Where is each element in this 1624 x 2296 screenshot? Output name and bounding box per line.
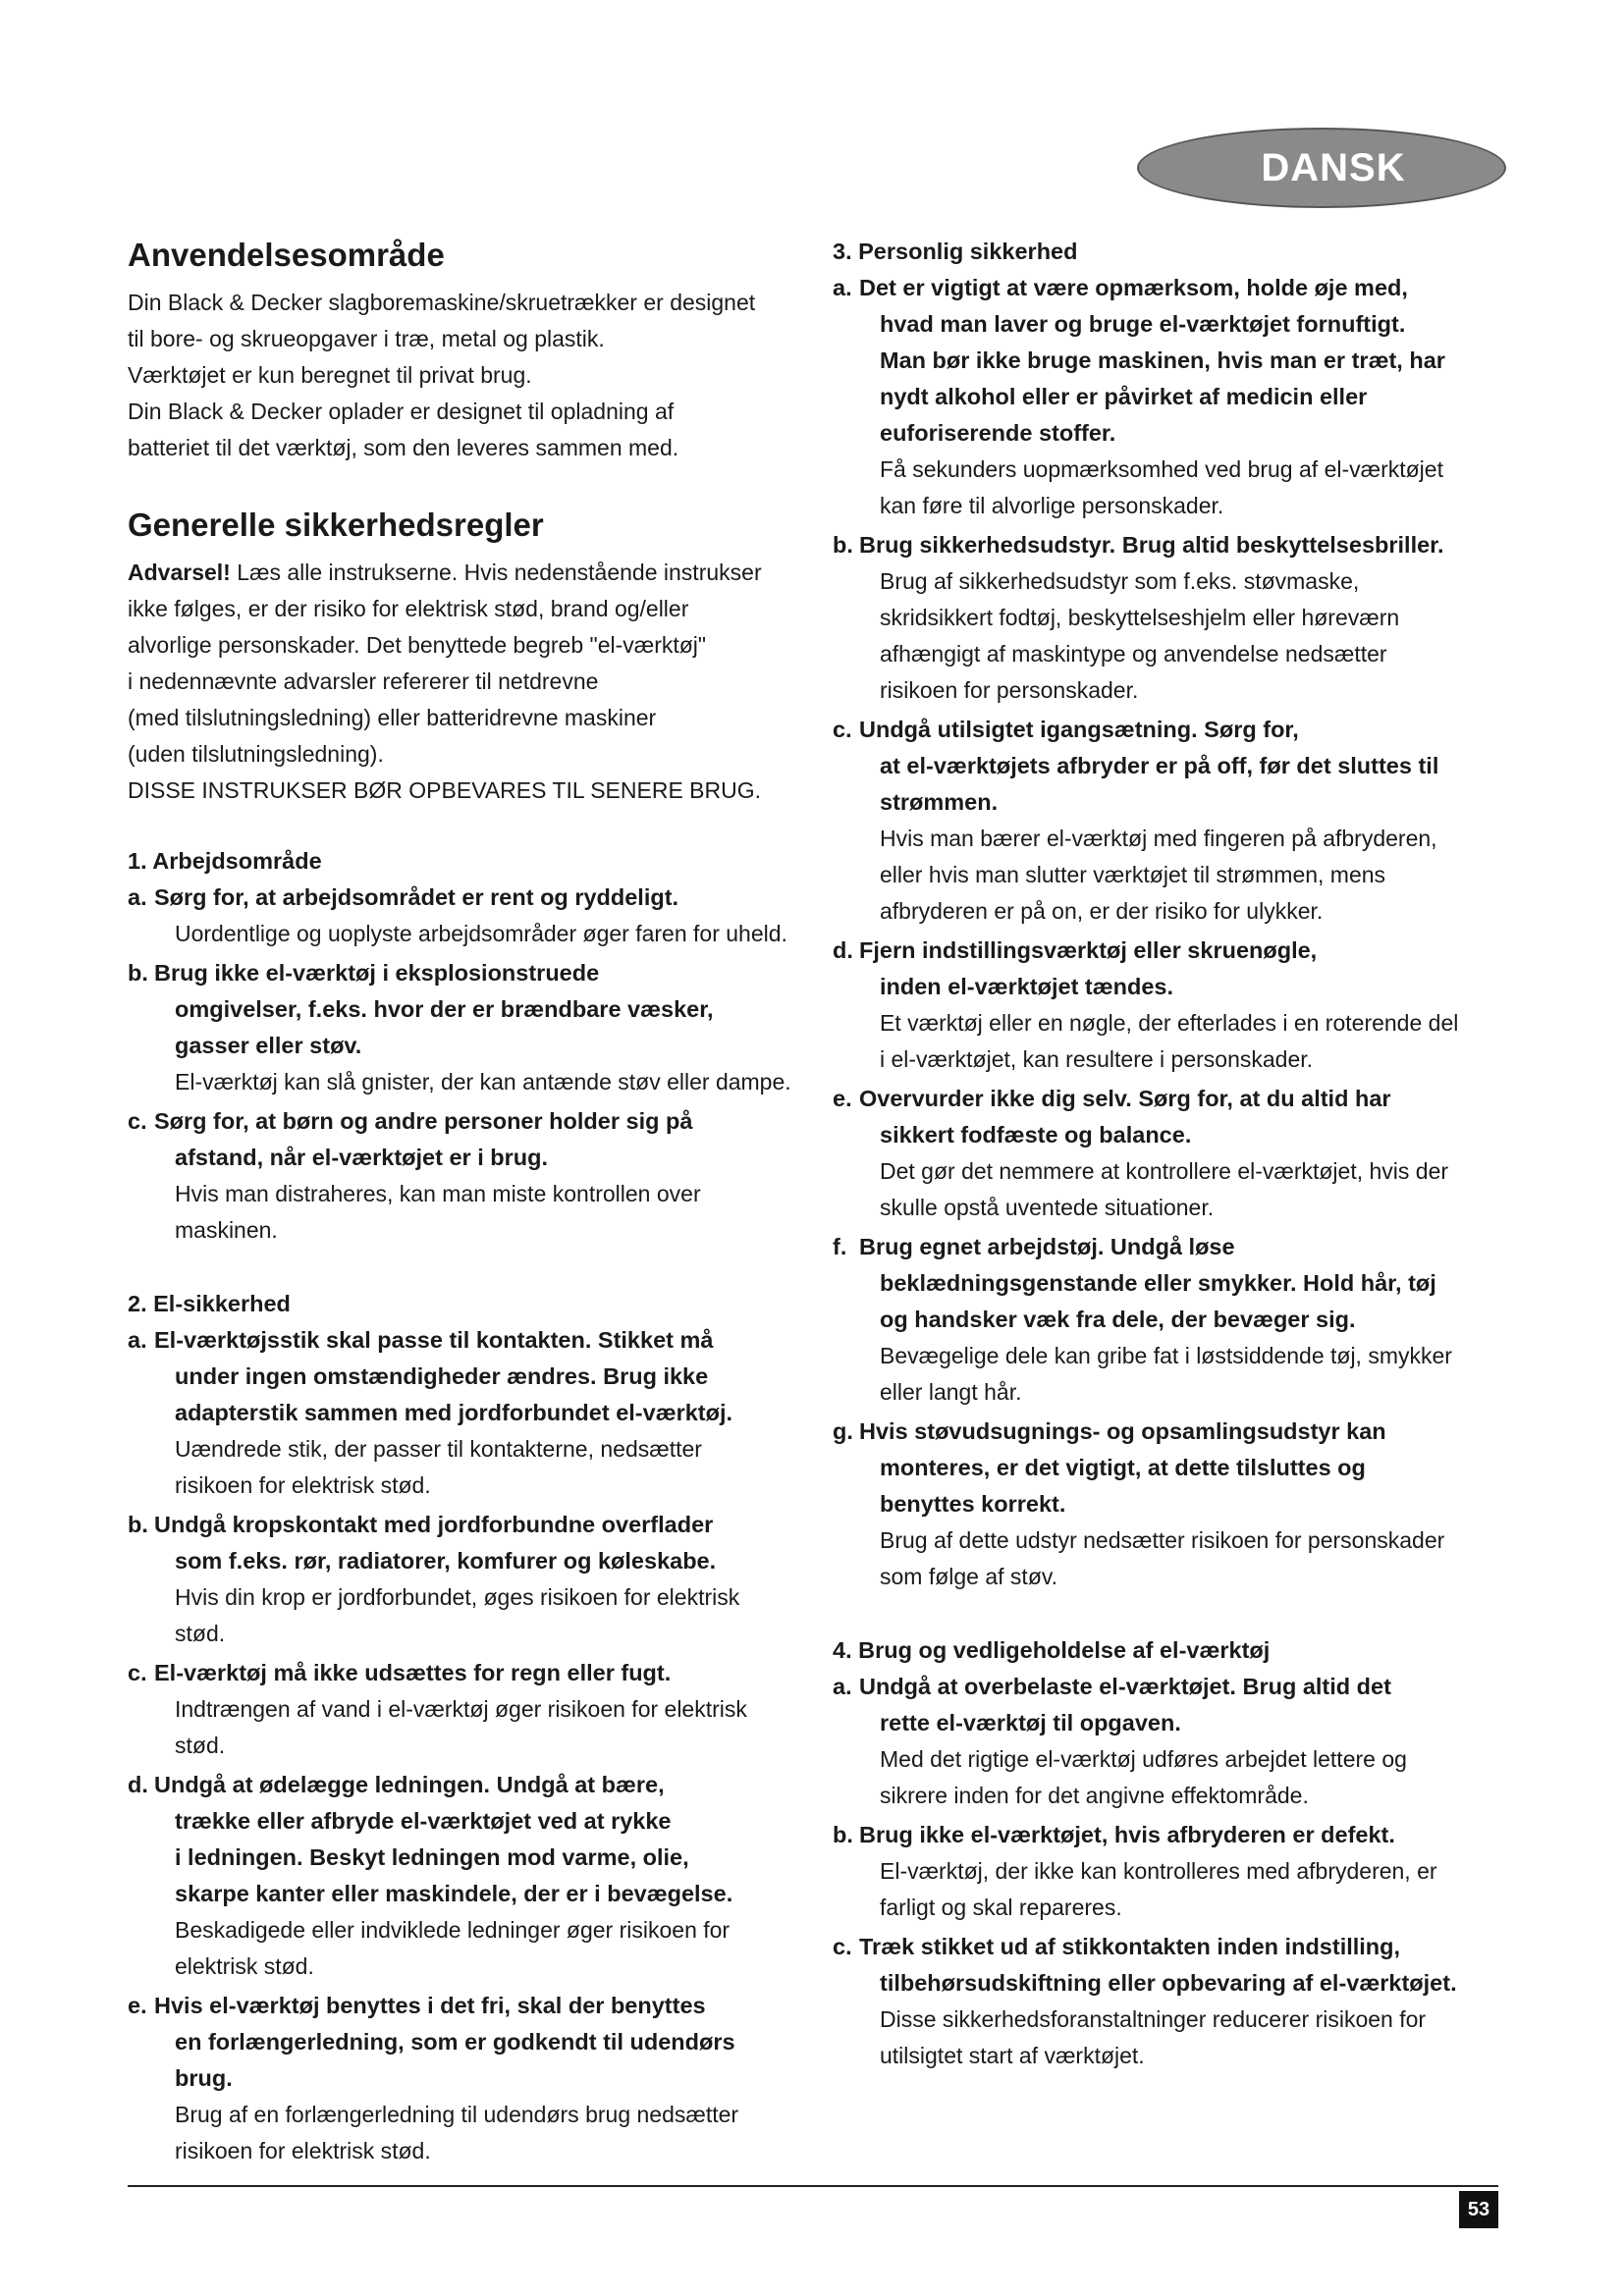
safety-item xyxy=(833,527,1500,709)
item-letter: f. xyxy=(833,1234,847,1259)
item-title-line xyxy=(833,1450,1500,1486)
item-title-line xyxy=(128,1103,815,1140)
item-title-line xyxy=(128,2024,815,2060)
item-body-line: som følge af støv. xyxy=(880,1564,1058,1589)
item-title-line xyxy=(128,1028,815,1064)
electrical-safety-items xyxy=(128,1322,815,2169)
item-letter: b. xyxy=(833,1822,853,1847)
text-line: alvorlige personskader. Det benyttede begreb "el-værktøj" xyxy=(128,632,707,658)
item-title-line xyxy=(833,1229,1500,1265)
item-body-line: i el-værktøjet, kan resultere i personskader. xyxy=(880,1046,1314,1072)
text-line: DISSE INSTRUKSER BØR OPBEVARES TIL SENERE BRUG. xyxy=(128,777,762,803)
item-title-line xyxy=(833,1117,1500,1153)
item-title-text: Sørg for, at arbejdsområdet er rent og ryddeligt. xyxy=(154,884,679,910)
text-line: Advarsel! Læs alle instrukserne. Hvis nedenstående instrukser xyxy=(128,560,762,585)
item-title-line xyxy=(833,306,1500,343)
item-letter: d. xyxy=(833,937,853,963)
item-title-text: i ledningen. Beskyt ledningen mod varme, olie, xyxy=(175,1844,689,1870)
item-body-line: farligt og skal repareres. xyxy=(880,1895,1122,1920)
left-column xyxy=(128,234,815,2172)
item-letter: e. xyxy=(833,1086,852,1111)
item-title-text: Man bør ikke bruge maskinen, hvis man er træt, har xyxy=(880,347,1445,373)
item-letter: a. xyxy=(128,1327,147,1353)
item-body-line: Det gør det nemmere at kontrollere el-værktøjet, hvis der xyxy=(880,1158,1449,1184)
item-title-line xyxy=(833,1414,1500,1450)
item-title-line xyxy=(833,712,1500,748)
page-number: 53 xyxy=(1467,2198,1490,2220)
item-title-text: Hvis støvudsugnings- og opsamlingsudstyr kan xyxy=(859,1418,1386,1444)
item-body-line: elektrisk stød. xyxy=(175,1953,314,1979)
safety-item xyxy=(128,1988,815,2169)
item-title-line xyxy=(833,1965,1500,2002)
tool-use-items xyxy=(833,1669,1500,2074)
item-title-text: monteres, er det vigtigt, at dette tilsluttes og xyxy=(880,1455,1366,1480)
item-body-line: risikoen for personskader. xyxy=(880,677,1139,703)
item-body-line: skulle opstå uventede situationer. xyxy=(880,1195,1215,1220)
item-title-text: beklædningsgenstande eller smykker. Hold hår, tøj xyxy=(880,1270,1436,1296)
item-title-text: strømmen. xyxy=(880,789,999,815)
item-title-text: El-værktøjsstik skal passe til kontakten. Stikket må xyxy=(154,1327,714,1353)
safety-item xyxy=(128,1655,815,1764)
text-line: Værktøjet er kun beregnet til privat brug. xyxy=(128,362,532,388)
item-body-line: Uordentlige og uoplyste arbejdsområder øger faren for uheld. xyxy=(175,921,787,946)
right-column xyxy=(833,234,1500,2077)
item-body-line: afhængigt af maskintype og anvendelse nedsætter xyxy=(880,641,1387,667)
item-body-line: Brug af dette udstyr nedsætter risikoen for personskader xyxy=(880,1527,1445,1553)
item-body-line: maskinen. xyxy=(175,1217,278,1243)
page-number-badge xyxy=(1459,2191,1498,2228)
item-letter: a. xyxy=(833,275,852,300)
item-title-line xyxy=(833,1929,1500,1965)
item-title-line xyxy=(833,1669,1500,1705)
item-letter: c. xyxy=(833,1934,852,1959)
item-body-line: Bevægelige dele kan gribe fat i løstsiddende tøj, smykker xyxy=(880,1343,1452,1368)
item-body-line: eller langt hår. xyxy=(880,1379,1022,1405)
warning-text xyxy=(128,555,815,809)
warning-label: Advarsel! xyxy=(128,560,231,585)
item-title-line xyxy=(128,1543,815,1579)
text-line: Din Black & Decker slagboremaskine/skruetrækker er designet xyxy=(128,290,756,315)
safety-item xyxy=(833,1229,1500,1411)
item-body-line: afbryderen er på on, er der risiko for ulykker. xyxy=(880,898,1324,924)
item-title-line xyxy=(128,1803,815,1840)
item-title-line xyxy=(833,1705,1500,1741)
item-body-line: Hvis din krop er jordforbundet, øges risikoen for elektrisk xyxy=(175,1584,740,1610)
safety-item xyxy=(833,933,1500,1078)
item-title-text: Undgå utilsigtet igangsætning. Sørg for, xyxy=(859,717,1299,742)
item-body-line: Indtrængen af vand i el-værktøj øger risikoen for elektrisk xyxy=(175,1696,747,1722)
item-body-line: skridsikkert fodtøj, beskyttelseshjelm eller høreværn xyxy=(880,605,1400,630)
item-title-line xyxy=(833,415,1500,452)
item-title-line xyxy=(833,748,1500,784)
item-title-line xyxy=(128,1767,815,1803)
item-body-line: Hvis man bærer el-værktøj med fingeren på afbryderen, xyxy=(880,826,1437,851)
item-title-text: som f.eks. rør, radiatorer, komfurer og køleskabe. xyxy=(175,1548,717,1574)
item-title-text: Undgå at overbelaste el-værktøjet. Brug altid det xyxy=(859,1674,1391,1699)
item-body-line: Hvis man distraheres, kan man miste kontrollen over xyxy=(175,1181,701,1206)
item-body-line: Med det rigtige el-værktøj udføres arbejdet lettere og xyxy=(880,1746,1407,1772)
item-letter: b. xyxy=(128,960,148,986)
item-body-line: Få sekunders uopmærksomhed ved brug af el-værktøjet xyxy=(880,456,1443,482)
item-title-line xyxy=(128,1140,815,1176)
item-body-line: Et værktøj eller en nøgle, der efterlades i en roterende del xyxy=(880,1010,1459,1036)
item-letter: g. xyxy=(833,1418,853,1444)
item-title-text: rette el-værktøj til opgaven. xyxy=(880,1710,1181,1735)
item-title-text: El-værktøj må ikke udsættes for regn eller fugt. xyxy=(154,1660,672,1685)
item-title-line xyxy=(833,379,1500,415)
language-badge xyxy=(1137,128,1506,208)
item-letter: a. xyxy=(833,1674,852,1699)
safety-item xyxy=(833,1817,1500,1926)
item-title-line xyxy=(128,1876,815,1912)
item-title-line xyxy=(128,955,815,991)
item-body-line: risikoen for elektrisk stød. xyxy=(175,2138,431,2163)
safety-item xyxy=(833,1414,1500,1595)
text-line: i nedennævnte advarsler refererer til netdrevne xyxy=(128,668,599,694)
item-title-text: trække eller afbryde el-værktøjet ved at rykke xyxy=(175,1808,672,1834)
item-title-text: adapterstik sammen med jordforbundet el-værktøj. xyxy=(175,1400,733,1425)
text-line: batteriet til det værktøj, som den leveres sammen med. xyxy=(128,435,679,460)
item-title-text: sikkert fodfæste og balance. xyxy=(880,1122,1192,1148)
item-title-line xyxy=(128,1988,815,2024)
item-body-line: eller hvis man slutter værktøjet til strømmen, mens xyxy=(880,862,1386,887)
item-body-line: Uændrede stik, der passer til kontakterne, nedsætter xyxy=(175,1436,702,1462)
language-label: DANSK xyxy=(1261,145,1406,189)
safety-item xyxy=(128,955,815,1100)
item-title-text: benyttes korrekt. xyxy=(880,1491,1066,1517)
item-title-line xyxy=(128,1655,815,1691)
section-title-safety-rules: Generelle sikkerhedsregler xyxy=(128,507,544,543)
item-title-text: gasser eller støv. xyxy=(175,1033,362,1058)
item-title-text: Træk stikket ud af stikkontakten inden indstilling, xyxy=(859,1934,1401,1959)
item-letter: a. xyxy=(128,884,147,910)
text-line: ikke følges, er der risiko for elektrisk stød, brand og/eller xyxy=(128,596,689,621)
item-title-text: skarpe kanter eller maskindele, der er i bevægelse. xyxy=(175,1881,733,1906)
item-body-line: kan føre til alvorlige personskader. xyxy=(880,493,1224,518)
item-title-line xyxy=(833,969,1500,1005)
item-body-line: Disse sikkerhedsforanstaltninger reducerer risikoen for xyxy=(880,2006,1427,2032)
item-title-text: Undgå at ødelægge ledningen. Undgå at bære, xyxy=(154,1772,665,1797)
item-title-line xyxy=(833,1486,1500,1522)
item-title-text: tilbehørsudskiftning eller opbevaring af el-værktøjet. xyxy=(880,1970,1457,1996)
item-body-line: utilsigtet start af værktøjet. xyxy=(880,2043,1145,2068)
item-letter: c. xyxy=(128,1108,147,1134)
text-line: Din Black & Decker oplader er designet til opladning af xyxy=(128,399,675,424)
item-title-line xyxy=(128,991,815,1028)
subsection-title-electrical-safety: 2. El-sikkerhed xyxy=(128,1291,291,1316)
item-title-text: Fjern indstillingsværktøj eller skruenøgle, xyxy=(859,937,1318,963)
footer-divider xyxy=(128,2185,1498,2187)
item-title-line xyxy=(128,1359,815,1395)
item-title-text: Det er vigtigt at være opmærksom, holde øje med, xyxy=(859,275,1408,300)
item-title-text: nydt alkohol eller er påvirket af medicin eller xyxy=(880,384,1368,409)
text-line: til bore- og skrueopgaver i træ, metal og plastik. xyxy=(128,326,605,351)
safety-item xyxy=(128,880,815,952)
item-title-line xyxy=(833,1302,1500,1338)
item-title-text: afstand, når el-værktøjet er i brug. xyxy=(175,1145,549,1170)
personal-safety-items xyxy=(833,270,1500,1595)
item-title-text: at el-værktøjets afbryder er på off, før det sluttes til xyxy=(880,753,1439,778)
item-title-line xyxy=(128,880,815,916)
text-line: (med tilslutningsledning) eller batteridrevne maskiner xyxy=(128,705,657,730)
item-title-line xyxy=(128,1507,815,1543)
item-title-text: hvad man laver og bruge el-værktøjet fornuftigt. xyxy=(880,311,1406,337)
item-title-text: og handsker væk fra dele, der bevæger sig. xyxy=(880,1307,1356,1332)
work-area-items xyxy=(128,880,815,1249)
item-title-line xyxy=(833,1265,1500,1302)
item-body-line: stød. xyxy=(175,1733,226,1758)
text-line: (uden tilslutningsledning). xyxy=(128,741,384,767)
item-letter: d. xyxy=(128,1772,148,1797)
item-letter: c. xyxy=(833,717,852,742)
item-body-line: sikrere inden for det angivne effektområde. xyxy=(880,1783,1309,1808)
item-title-text: Undgå kropskontakt med jordforbundne overflader xyxy=(154,1512,714,1537)
item-title-line xyxy=(833,784,1500,821)
item-title-line xyxy=(128,1322,815,1359)
item-title-text: euforiserende stoffer. xyxy=(880,420,1116,446)
item-title-line xyxy=(833,1081,1500,1117)
section-title-application: Anvendelsesområde xyxy=(128,237,445,273)
item-title-line xyxy=(833,933,1500,969)
item-title-text: Brug ikke el-værktøj i eksplosionstruede xyxy=(154,960,600,986)
item-letter: e. xyxy=(128,1993,147,2018)
item-title-line xyxy=(833,527,1500,563)
item-title-text: en forlængerledning, som er godkendt til udendørs xyxy=(175,2029,735,2055)
item-title-text: Brug sikkerhedsudstyr. Brug altid beskyttelsesbriller. xyxy=(859,532,1444,558)
item-title-text: Overvurder ikke dig selv. Sørg for, at du altid har xyxy=(859,1086,1391,1111)
item-body-line: El-værktøj kan slå gnister, der kan antænde støv eller dampe. xyxy=(175,1069,791,1095)
safety-item xyxy=(833,1081,1500,1226)
subsection-title-personal-safety: 3. Personlig sikkerhed xyxy=(833,239,1078,264)
item-letter: b. xyxy=(833,532,853,558)
subsection-title-tool-use: 4. Brug og vedligeholdelse af el-værktøj xyxy=(833,1637,1271,1663)
item-title-line xyxy=(128,1840,815,1876)
item-title-text: Brug egnet arbejdstøj. Undgå løse xyxy=(859,1234,1235,1259)
item-title-text: omgivelser, f.eks. hvor der er brændbare væsker, xyxy=(175,996,714,1022)
item-title-text: under ingen omstændigheder ændres. Brug ikke xyxy=(175,1363,709,1389)
item-title-line xyxy=(128,2060,815,2097)
item-title-text: inden el-værktøjet tændes. xyxy=(880,974,1174,999)
item-title-line xyxy=(833,1817,1500,1853)
item-body-line: risikoen for elektrisk stød. xyxy=(175,1472,431,1498)
safety-item xyxy=(128,1507,815,1652)
subsection-title-work-area: 1. Arbejdsområde xyxy=(128,848,322,874)
safety-item xyxy=(833,270,1500,524)
item-title-text: Brug ikke el-værktøjet, hvis afbryderen er defekt. xyxy=(859,1822,1395,1847)
item-body-line: Brug af sikkerhedsudstyr som f.eks. støvmaske, xyxy=(880,568,1360,594)
safety-item xyxy=(833,1669,1500,1814)
safety-item xyxy=(833,1929,1500,2074)
item-body-line: El-værktøj, der ikke kan kontrolleres med afbryderen, er xyxy=(880,1858,1437,1884)
item-title-text: Sørg for, at børn og andre personer holder sig på xyxy=(154,1108,693,1134)
item-letter: b. xyxy=(128,1512,148,1537)
item-title-line xyxy=(833,343,1500,379)
item-body-line: Beskadigede eller indviklede ledninger øger risikoen for xyxy=(175,1917,731,1943)
application-text xyxy=(128,285,815,466)
safety-item xyxy=(128,1767,815,1985)
item-title-text: Hvis el-værktøj benyttes i det fri, skal der benyttes xyxy=(154,1993,706,2018)
safety-item xyxy=(833,712,1500,930)
safety-item xyxy=(128,1103,815,1249)
item-letter: c. xyxy=(128,1660,147,1685)
item-title-text: brug. xyxy=(175,2065,233,2091)
item-body-line: stød. xyxy=(175,1621,226,1646)
item-title-line xyxy=(128,1395,815,1431)
item-title-line xyxy=(833,270,1500,306)
item-body-line: Brug af en forlængerledning til udendørs brug nedsætter xyxy=(175,2102,739,2127)
safety-item xyxy=(128,1322,815,1504)
